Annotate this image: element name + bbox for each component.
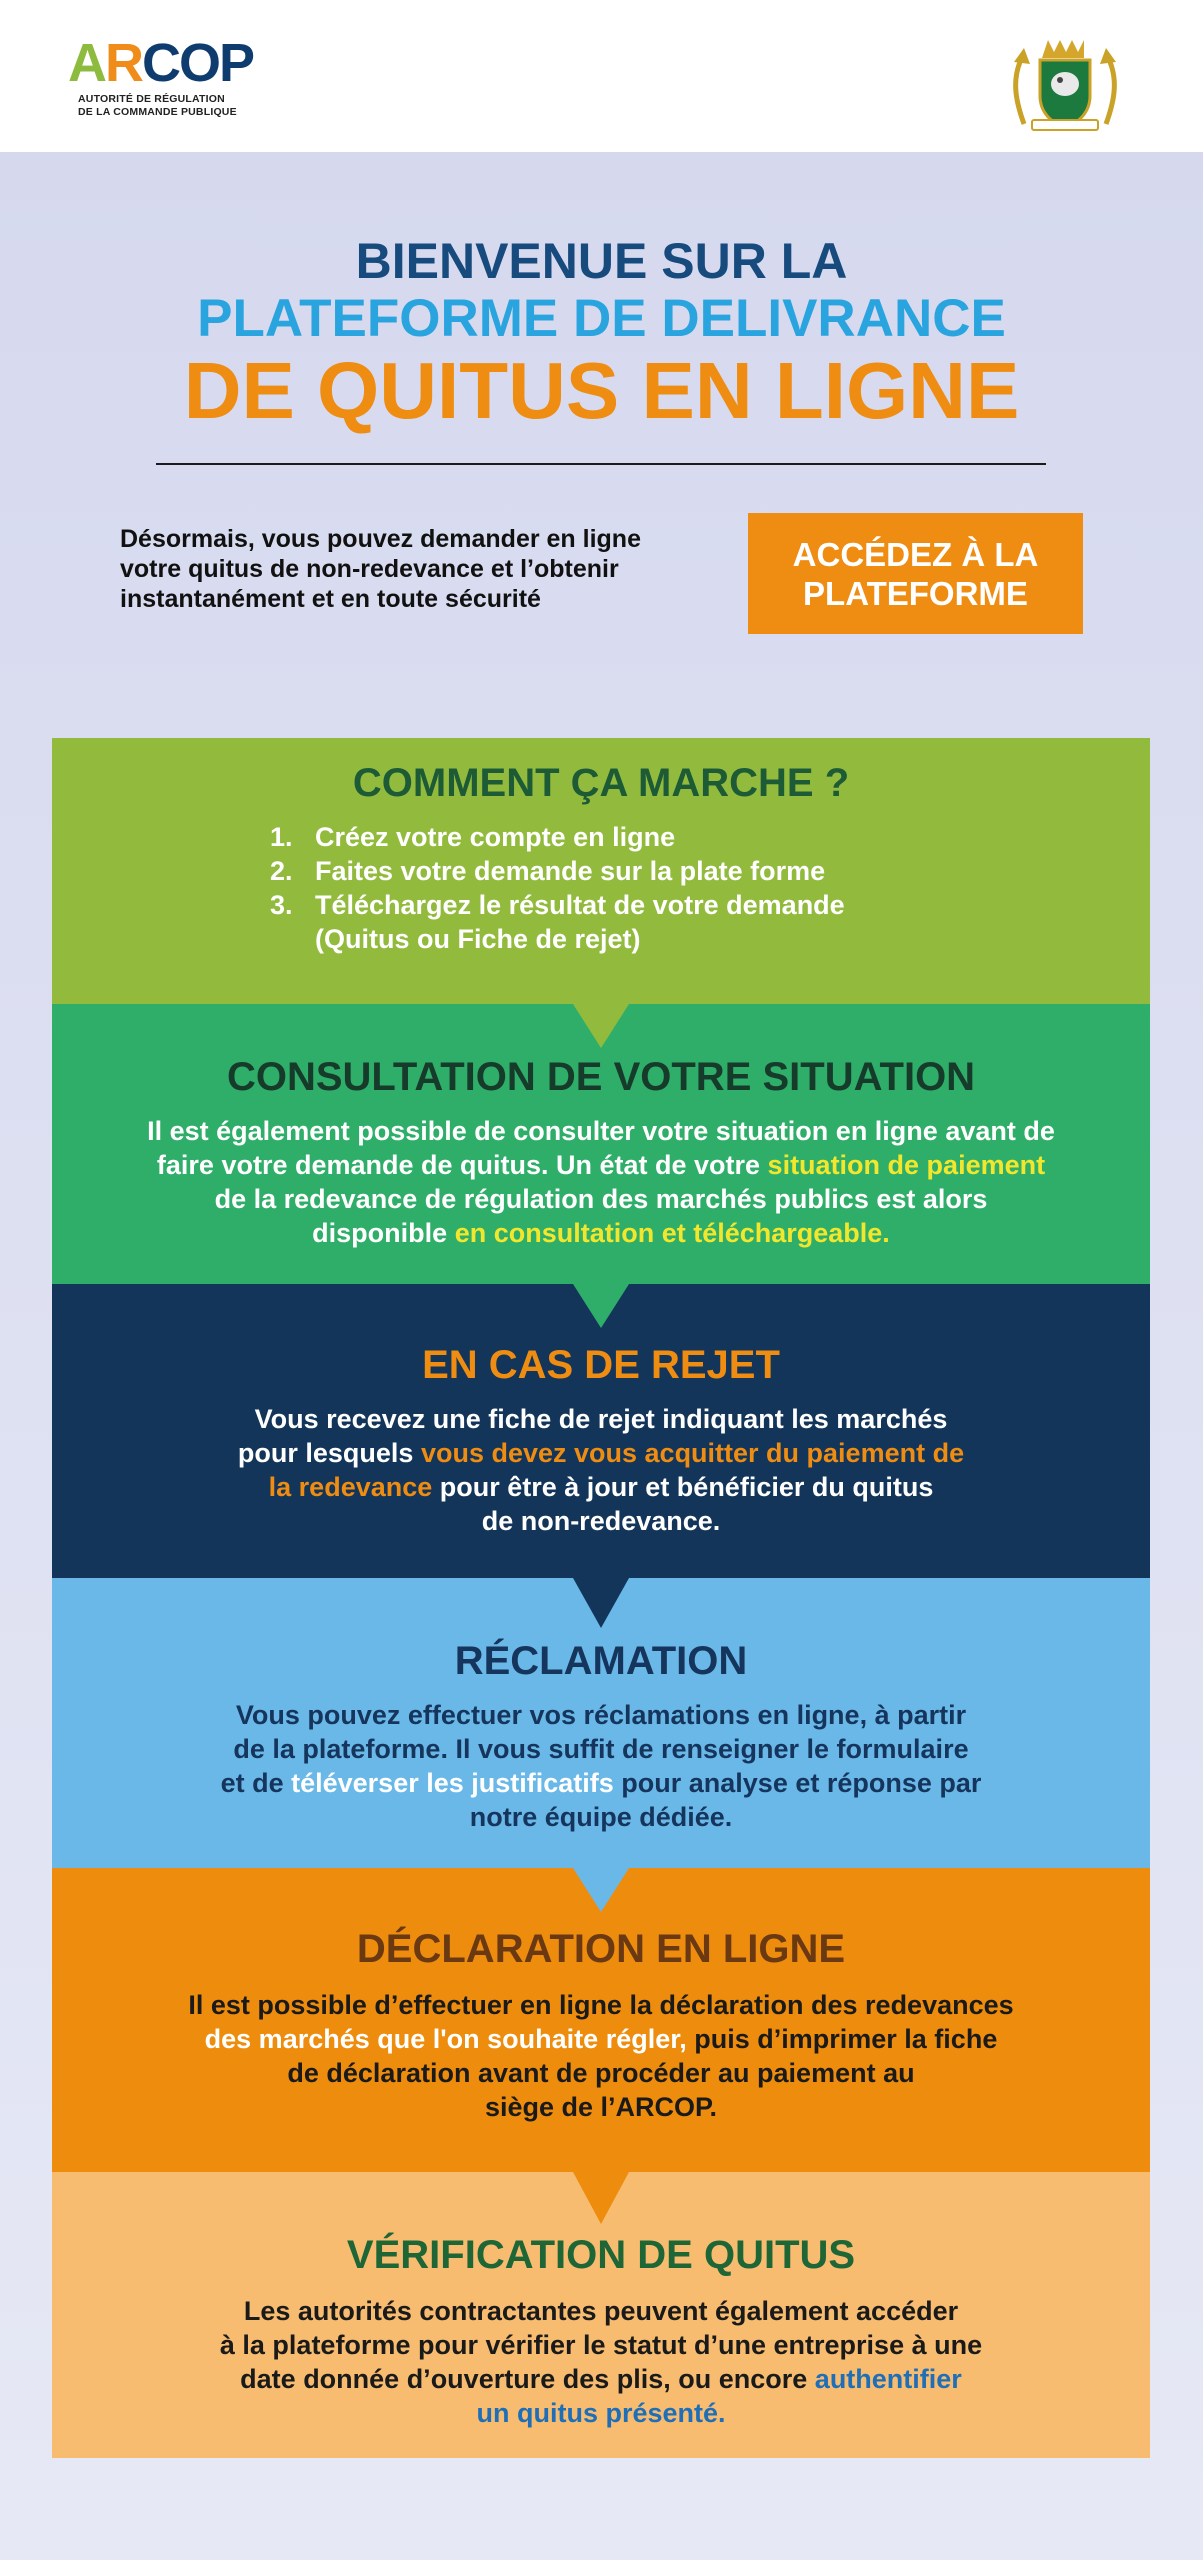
highlight-text: téléverser les justificatifs <box>291 1768 614 1798</box>
text-line: de la plateforme. Il vous suffit de renseigner le formulaire <box>233 1734 969 1764</box>
arcop-logo[interactable] <box>68 33 268 126</box>
text-line: faire votre demande de quitus. Un état de votre <box>156 1150 768 1180</box>
quitus-verification-section <box>52 2172 1150 2458</box>
divider <box>156 463 1046 465</box>
complaint-section <box>52 1578 1150 1868</box>
highlight-text: vous devez vous acquitter du paiement de <box>420 1438 965 1468</box>
text-line: à la plateforme pour vérifier le statut d’une entreprise à une <box>219 2330 983 2360</box>
section-title: RÉCLAMATION <box>454 1639 748 1683</box>
consultation-section <box>52 1004 1150 1284</box>
intro-line: Désormais, vous pouvez demander en ligne <box>120 525 641 553</box>
cta-line: PLATEFORME <box>803 574 1028 612</box>
section-title: COMMENT ÇA MARCHE ? <box>352 761 850 805</box>
text-line: notre équipe dédiée. <box>469 1802 733 1832</box>
hero-line-3: DE QUITUS EN LIGNE <box>183 346 1020 435</box>
text-line: Les autorités contractantes peuvent également accéder <box>243 2296 959 2326</box>
text-line: Il est également possible de consulter votre situation en ligne avant de <box>147 1116 1055 1146</box>
section-text <box>52 1698 1150 1834</box>
cta-line: ACCÉDEZ À LA <box>792 535 1039 573</box>
section-title: DÉCLARATION EN LIGNE <box>356 1927 846 1971</box>
logo-subtitle-line: DE LA COMMANDE PUBLIQUE <box>78 106 237 118</box>
text-line: et de <box>220 1768 292 1798</box>
rejection-section <box>52 1284 1150 1578</box>
step-text: Faites votre demande sur la plate forme <box>315 856 826 886</box>
logo-subtitle-line: AUTORITÉ DE RÉGULATION <box>78 93 225 105</box>
text-line: Vous recevez une fiche de rejet indiquant les marchés <box>254 1404 948 1434</box>
hero-title <box>0 232 1203 434</box>
logo-subtitle <box>78 93 268 119</box>
text-line: pour être à jour et bénéficier du quitus <box>432 1472 934 1502</box>
text-line: date donnée d’ouverture des plis, ou encore <box>240 2364 815 2394</box>
list-item <box>270 854 1150 888</box>
access-platform-button[interactable] <box>748 513 1083 634</box>
text-line: Vous pouvez effectuer vos réclamations en ligne, à partir <box>235 1700 967 1730</box>
online-declaration-section <box>52 1868 1150 2172</box>
section-text <box>52 2294 1150 2430</box>
arrow-notch <box>573 1284 629 1328</box>
list-item <box>270 820 1150 854</box>
text-line: Il est possible d’effectuer en ligne la déclaration des redevances <box>188 1990 1014 2020</box>
list-item <box>270 888 1150 956</box>
intro-line: votre quitus de non-redevance et l’obtenir <box>120 555 619 583</box>
step-number: 2. <box>270 856 293 886</box>
arrow-notch <box>573 1004 629 1048</box>
hero-line-2: PLATEFORME DE DELIVRANCE <box>197 289 1006 348</box>
section-text <box>52 1114 1150 1250</box>
highlight-text: authentifier <box>814 2364 962 2394</box>
text-line: de non-redevance. <box>481 1506 721 1536</box>
step-number: 1. <box>270 822 293 852</box>
highlight-text: en consultation et téléchargeable. <box>454 1218 890 1248</box>
how-it-works-section <box>52 738 1150 1004</box>
highlight-text: un quitus présenté. <box>476 2398 726 2428</box>
intro-line: instantanément et en toute sécurité <box>120 585 541 613</box>
section-title: CONSULTATION DE VOTRE SITUATION <box>226 1055 976 1099</box>
highlight-text: des marchés que l'on souhaite régler, <box>204 2024 687 2054</box>
step-number: 3. <box>270 890 293 920</box>
step-text: Créez votre compte en ligne <box>315 822 676 852</box>
text-line: de déclaration avant de procéder au paiement au <box>287 2058 915 2088</box>
section-text <box>52 1402 1150 1538</box>
section-title: EN CAS DE REJET <box>422 1343 780 1387</box>
text-line: pour analyse et réponse par <box>613 1768 982 1798</box>
arrow-notch <box>573 1868 629 1912</box>
text-line: disponible <box>312 1218 455 1248</box>
highlight-text: la redevance <box>268 1472 433 1502</box>
steps-list <box>270 820 1150 956</box>
arrow-notch <box>573 1578 629 1628</box>
text-line: siège de l’ARCOP. <box>484 2092 718 2122</box>
hero-line-1: BIENVENUE SUR LA <box>355 233 848 289</box>
section-title: VÉRIFICATION DE QUITUS <box>346 2233 856 2277</box>
text-line: puis d’imprimer la fiche <box>686 2024 998 2054</box>
highlight-text: situation de paiement <box>767 1150 1046 1180</box>
coat-of-arms-icon <box>1006 32 1124 136</box>
step-text: Téléchargez le résultat de votre demande <box>315 890 845 920</box>
page-header <box>0 0 1203 152</box>
arrow-notch <box>573 2172 629 2224</box>
section-text <box>52 1988 1150 2124</box>
text-line: pour lesquels <box>237 1438 421 1468</box>
intro-text <box>120 524 740 614</box>
logo-wordmark: ARCOP <box>68 33 254 93</box>
text-line: de la redevance de régulation des marchés publics est alors <box>214 1184 988 1214</box>
step-subtext: (Quitus ou Fiche de rejet) <box>315 924 641 954</box>
